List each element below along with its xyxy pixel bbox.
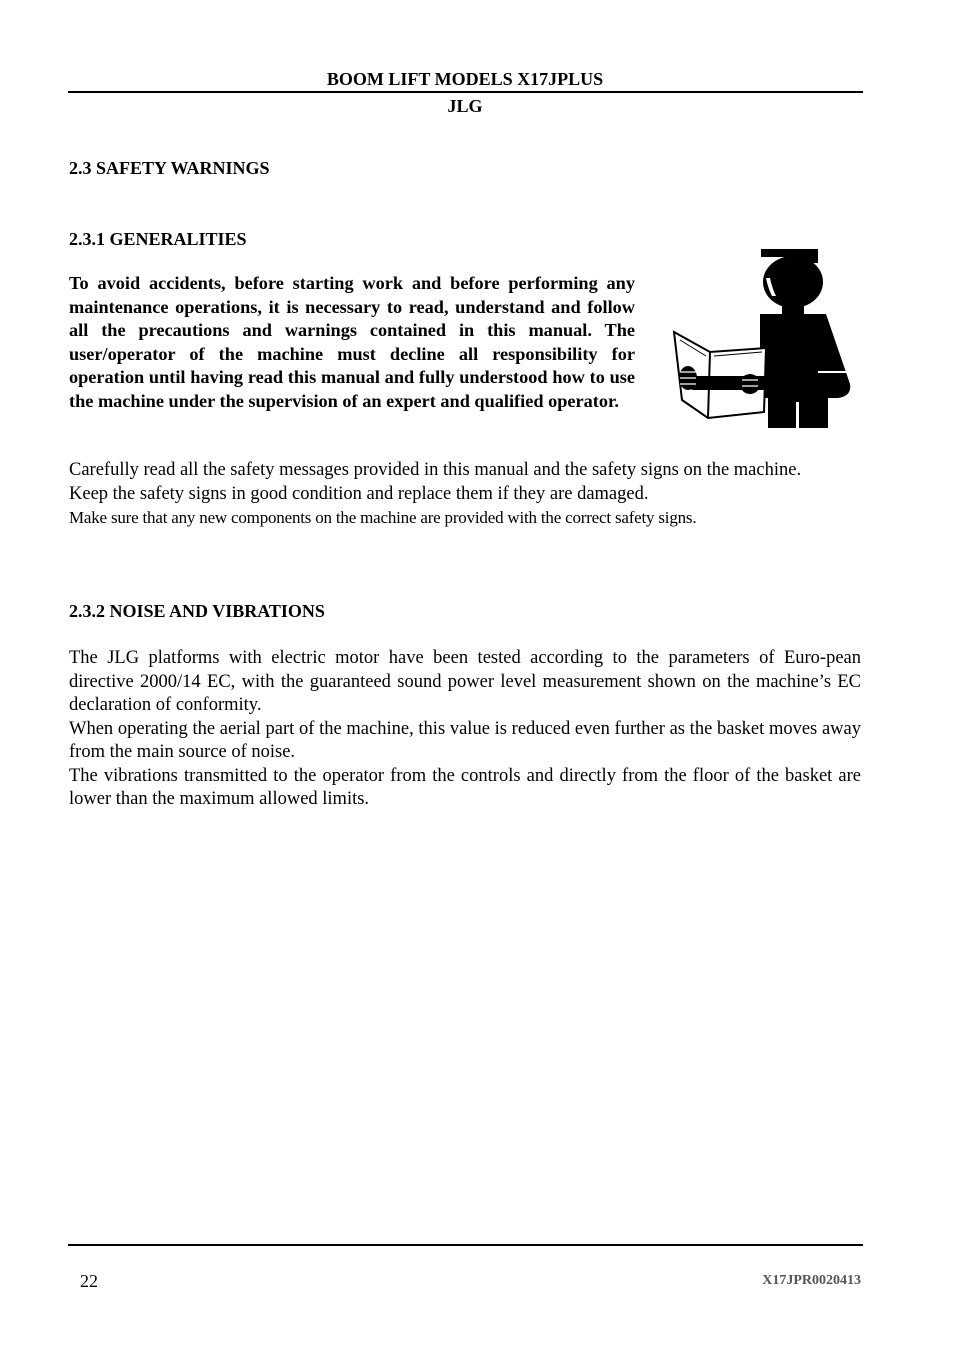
- keep-signs-paragraph: Keep the safety signs in good condition and replace them if they are damaged.: [69, 483, 649, 504]
- generalities-body: [69, 459, 861, 530]
- vibrations-paragraph: The vibrations transmitted to the operator from the controls and directly from the floor of the basket are lower than the maximum allowed limits.: [69, 765, 861, 809]
- section-heading: 2.3 SAFETY WARNINGS: [69, 158, 270, 178]
- header-divider: [68, 91, 863, 93]
- header-title: BOOM LIFT MODELS X17JPLUS: [326, 69, 604, 89]
- sound-power-paragraph: The JLG platforms with electric motor have been tested according to the parameters of Euro-pean directive 2000/14 EC, with the guaranteed sound power level measurement shown on the machine’s EC declaration of conformity.: [69, 648, 861, 715]
- document-code: X17JPR0020413: [762, 1273, 861, 1288]
- header-brand: JLG: [447, 96, 483, 116]
- warning-paragraph: To avoid accidents, before starting work and before performing any maintenance operations, it is necessary to read, understand and follow all the precautions and warnings contained in this manual. The user/operator of the machine must decline all responsibility for operation until having read this manual and fully understood how to use the machine under the supervision of an expert and qualified operator.: [69, 273, 635, 411]
- person-reading-manual-icon: [668, 244, 858, 434]
- noise-heading: 2.3.2 NOISE AND VIBRATIONS: [69, 601, 325, 621]
- page-number: 22: [80, 1271, 98, 1291]
- footer-divider: [68, 1244, 863, 1246]
- generalities-heading: 2.3.1 GENERALITIES: [69, 229, 247, 249]
- noise-body: [69, 647, 861, 812]
- safety-messages-paragraph: Carefully read all the safety messages provided in this manual and the safety signs on the machine.: [69, 460, 802, 480]
- aerial-part-paragraph: When operating the aerial part of the machine, this value is reduced even further as the basket moves away from the main source of noise.: [69, 718, 861, 762]
- new-components-paragraph: Make sure that any new components on the machine are provided with the correct safety signs.: [69, 508, 697, 527]
